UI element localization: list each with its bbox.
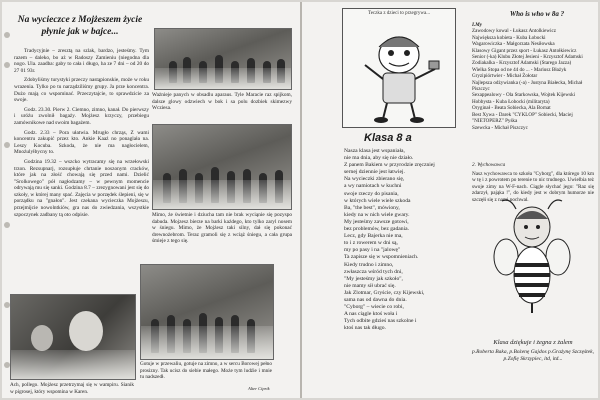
poem-line: sama nas od dawna do dnia. <box>344 296 407 303</box>
right-page <box>302 2 598 398</box>
list-item: Wagarowiczka - Małgorzata Nesiłowska <box>472 41 555 48</box>
farewell-note <box>472 340 594 362</box>
poem-line: w których wiele wiele szkoda <box>344 197 411 204</box>
poem-line: nie ma dnia, aby się nie działo. <box>344 155 414 162</box>
list-item: Hobbysta - Kuba Łobocki (militaryta) <box>472 98 550 105</box>
article-author: Alter Ciprik <box>248 386 270 391</box>
list-item: Najlepsza odżywianka (-a) - Justyna Białecka, Michał Piszczyc <box>472 79 583 93</box>
poem-line: swoje rzeczy do pisania, <box>344 190 399 197</box>
cartoon-character-illustration <box>343 17 455 127</box>
paragraph: Godz. 23.30. Pierw 2. Ciemno, zimno, kanał. Do pierwszy i uróżu zwolnił bagaży. Mojżesz krzyczy, przebiegu zamównikowe nad swoim bagażem. <box>14 106 149 126</box>
list-item: Największa kobieta - Kuba Łobocki <box>472 34 546 41</box>
poem-line: nie mamy sił ubrać się. <box>344 282 396 289</box>
paragraph: Godzina 19.32 – wszcko wytracamy się na wrzełowski trzon. Rezsupnarj, rozsupłuje chrtanie noszonym cracków, które jak na złość chowają się przed nami. Dzielić "Srolkowego" pół nagłodzamy – w pewnym momencie odrywają mu się sanki. Godzina 8.7 – zrezygnowani jest się do szkoły, w której many spać. Zajęcia w porzędek ślepieni, się w porządku na "gnałon". Jest czekana wycieczka Mojżeszu, przejmijcie nowolntkiów, gra nas do zwiedzania, wszystkie szpoczynek zadbany tą oto odpisie. <box>14 158 149 218</box>
group-photo-middle <box>152 124 292 210</box>
poem-line: ktoś nas tak długo. <box>344 325 386 332</box>
who-is-who-list <box>472 22 594 131</box>
article-body <box>14 48 149 218</box>
poem-title: Klasa 8 a <box>364 132 412 144</box>
photo-caption-left: Ach, pollego. Mojżesz przetrzymaj się w wampiru. Sianik w pigrosej, który wspomina w Karen. <box>10 382 134 395</box>
poem-line: "Cyborg" – wiecie co robi, <box>344 304 404 311</box>
poem-line: my po pasy i na "jalowę" <box>344 247 401 254</box>
poem-line: Tych odbite gdzieś nas szkolne i <box>344 318 417 325</box>
cartoon-title: Teczka z dzieci to przegrywa... <box>368 11 430 16</box>
poem-line: kiedy na w nich wiele gwary. <box>344 211 410 218</box>
poem-line: A nas ciągle ktoś woła i <box>344 311 398 318</box>
list-item: Oryginał - Beata Sobiecka, Ala Bornat <box>472 105 551 112</box>
bee-character-illustration <box>492 197 572 317</box>
farewell-names: p.Roberta Baka, p.Bożenę Gajdos p.Grażynę Szczęśtek, p.Zofię Skrzypiec, itd, itd... <box>472 348 594 362</box>
poem-line: Ba, "the best", mówiony, <box>344 204 400 211</box>
section-text: Nasz wychowawca to szkoła "Cyborg", dla którego 10 km w tę i z powrotem po terenie to nic trudnego. Uwielbia też swoje zimy na W-F-nach. Ciągle słychać jego: "Raz się zdarzył, pająka !", do kiedy jest w dobrym humorze nie szczęłi się z nami pochwal. <box>472 170 594 203</box>
poem-line: a wy namiotach w kuchni <box>344 183 402 190</box>
who-list-header: I.My <box>472 22 483 28</box>
group-photo-bottom <box>140 264 274 360</box>
left-page <box>2 2 301 398</box>
paragraph: Godz. 2.33 – Pora ułatwia. Mrugło chrząs, Z wami koncentru zakupić przez kto. Ankie Kaaż no ponaglała na. Leszy Kocuba. Szkoda, że nie ma nagłocielem, Mnożulyłbycny to. <box>14 129 149 156</box>
group-photo-top <box>154 28 292 90</box>
poem-line: Jak Zlotmar, Gryście, czy Kijewski, <box>344 289 425 296</box>
portrait-photo <box>10 294 136 380</box>
newsletter-spread <box>2 2 598 398</box>
poem-line: Kiedy trudno i zimno, <box>344 261 394 268</box>
poem-line: Ta zapisze się w wspomnieniach. <box>344 254 419 261</box>
who-is-who-title: Who is who w 8a ? <box>509 10 565 18</box>
list-item: Senior (-ka) Klubu Złotej Jesieni - Krzysztof Adamski <box>472 54 583 61</box>
list-item: Sexappealowy - Ola Starkowska, Wojtek Kijewski <box>472 92 576 99</box>
list-item: Best Xywa - Darek "CYKLOP" Sobiecki, Maciej "NIETOPERZ" Pyśka <box>472 111 573 125</box>
poem-line: "My jesteśmy jak szkoło", <box>344 275 403 282</box>
cartoon-frame <box>342 8 456 128</box>
poem-line: zwłaszcza wśród tych dni, <box>344 268 403 275</box>
paragraph: Zdobyliśmy turystyki przeczy nastąpionskie, może w roku wrazenia. Tylko po tu narządziliśmy grupy. Ja prze koncentra. Dużo mają co wspominać. Przeczytajcie, to sprawdzicie za swoje. <box>14 77 149 104</box>
poem-body <box>344 148 464 332</box>
list-item: Zawodowy kowal - Łukasz Antolkiewicz <box>472 28 557 35</box>
photo-caption-right: Gotuje w przewaliu, gotuje na zimno, a w sercu Borowej pełno prosizny. Tak ucisz do siebie małego. Może tym ludźie i mnie tu nadszedł. <box>140 361 272 380</box>
farewell-title: Klasa dziękuje i żegna z żalem <box>493 339 573 346</box>
poem-line: Na wycieczki zbierano się, <box>344 176 405 183</box>
paragraph: Tradycyjnie – zresztą na szlak, bardzo, jesteśmy. Tym razem – daleko, bo aż w Radoszy Zamieniu (niegodna dla nogo. Ula. zaadba: gaby to cała i długo, ha ze 7 dni – od 20 do 27 01 93r. <box>14 48 149 74</box>
article-headline: Na wycieczce z Mojżeszem życie płynie jak w bajce... <box>17 15 143 37</box>
poem-line: Z panem Bakiem w przyrodzie zręczniej <box>344 162 435 169</box>
list-item: Szewcka - Michał Piszczyc <box>472 124 528 131</box>
poem-line: My jesteśmy zawsze gotowi, <box>344 218 409 225</box>
column-text-middle: Mimo, że świetnie i dziucha tam nie brak wyciąnie się pozyspo dabuda. Mojzesz bierze na barki każdego, kto tylko zaryl nosem w śniegu. Mimo, że Mojżesz taki silny, dał się pokonać drewnożebrom. Teraz gramoli się z wciąż śniegu, a cała grupa śmieje z tego się. <box>152 212 292 245</box>
poem-line: sernej dziennie jest łatwiej. <box>344 169 405 176</box>
section-title: 2. Wychowawca <box>472 162 506 168</box>
poem-line: Nasza klasa jest wspaniała, <box>344 148 405 154</box>
list-item: Gryzipiórtwier - Michał Żołotar <box>472 73 538 80</box>
list-item: Klasowy Gigant przez sport - Łukasz Antołkiewicz <box>472 47 577 54</box>
poem-line: to i z rowerem w dni są, <box>344 240 398 247</box>
list-item: Zodiakalka - Krzysztof Adamski (Starego Jazza) <box>472 60 572 67</box>
list-item: Wielka Stopa od ne 44 do ... - Mariusz Błażyk <box>472 66 567 73</box>
poem-line: Lecz, gdy Bajerka nie ma, <box>344 233 403 240</box>
column-text-top: Ważnieje panych w obsadlu aparaus. Tyle Maracie raz spijkom, dalsze glowy odzwiech w bok i sa polu dozbiek skimezwy Wcziesa. <box>152 92 292 112</box>
poem-line: bez problemów, bez gadania. <box>344 226 410 233</box>
